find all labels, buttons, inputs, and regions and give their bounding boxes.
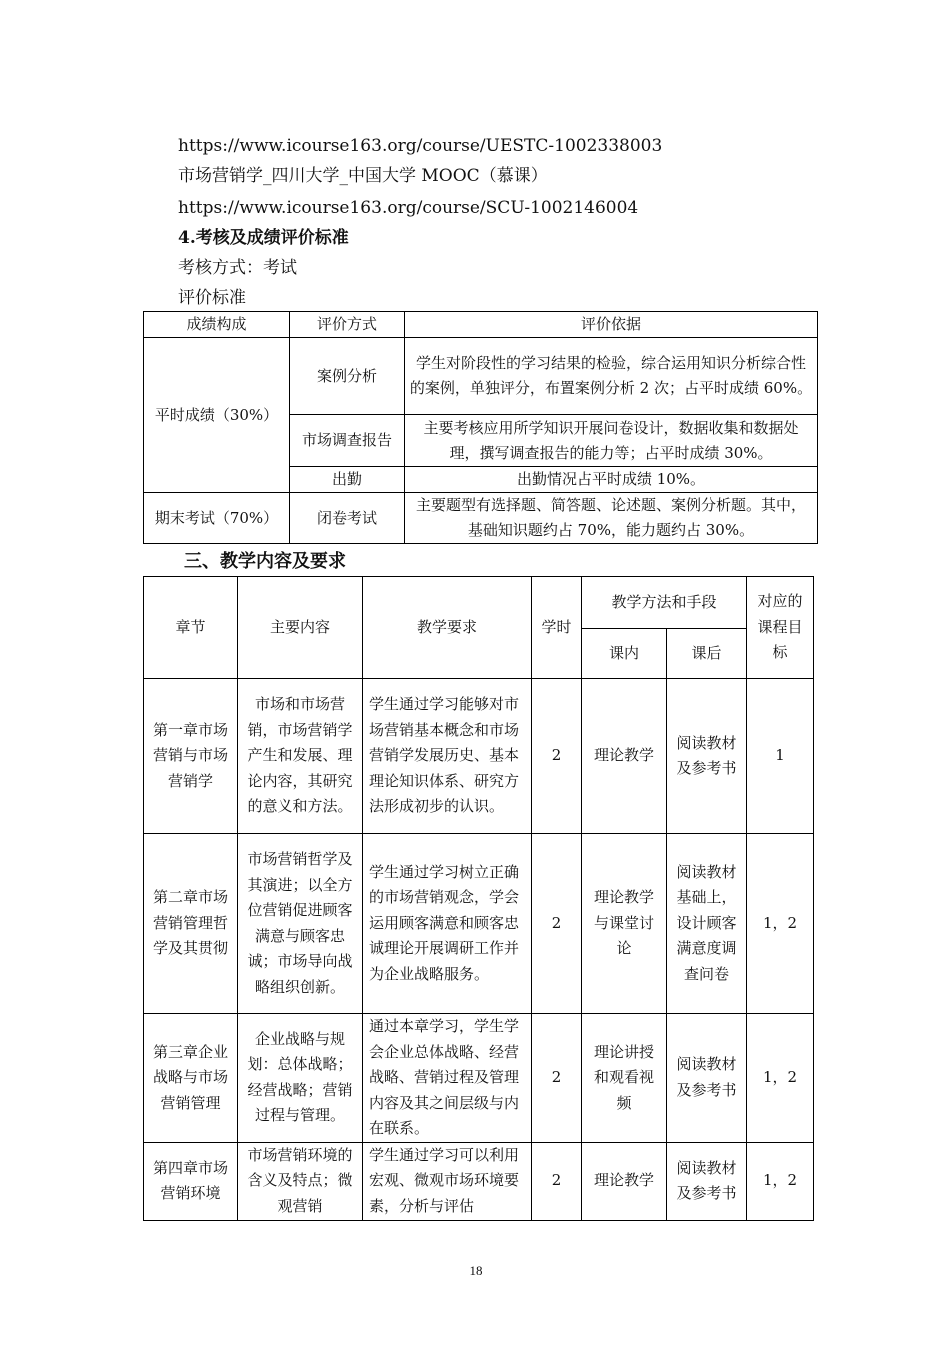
header-chapter: 章节 — [144, 577, 238, 679]
in-class-cell: 理论教学 — [582, 679, 667, 834]
basis-case: 学生对阶段性的学习结果的检验，综合运用知识分析综合性的案例，单独评分，布置案例分析 2 次；占平时成绩 60%。 — [405, 338, 818, 415]
table-row — [144, 834, 814, 1014]
hours-cell: 2 — [532, 1142, 582, 1220]
content-table — [143, 576, 814, 1221]
requirement-cell: 学生通过学习可以利用宏观、微观市场环境要素，分析与评估 — [363, 1142, 532, 1220]
course-url-2: https://www.icourse163.org/course/SCU-1002146004 — [178, 198, 639, 218]
goal-cell: 1 — [747, 679, 814, 834]
basis-attendance: 出勤情况占平时成绩 10%。 — [405, 467, 818, 493]
goal-cell: 1，2 — [747, 834, 814, 1014]
header-component: 成绩构成 — [144, 312, 290, 338]
in-class-cell: 理论教学 — [582, 1142, 667, 1220]
eval-standard-label: 评价标准 — [178, 288, 246, 308]
requirement-cell: 通过本章学习，学生学会企业总体战略、经营战略、营销过程及管理内容及其之间层级与内在联系。 — [363, 1014, 532, 1143]
table-row — [144, 1014, 814, 1143]
after-class-cell: 阅读教材及参考书 — [667, 679, 747, 834]
header-method: 评价方式 — [290, 312, 405, 338]
content-cell: 市场和市场营销，市场营销学产生和发展、理论内容，其研究的意义和方法。 — [238, 679, 363, 834]
header-requirement: 教学要求 — [363, 577, 532, 679]
basis-closed-exam: 主要题型有选择题、简答题、论述题、案例分析题。其中，基础知识题约占 70%，能力题约占 30%。 — [405, 493, 818, 544]
section-heading-4: 4.考核及成绩评价标准 — [178, 228, 349, 248]
exam-method: 考核方式：考试 — [178, 258, 297, 278]
in-class-cell: 理论讲授和观看视频 — [582, 1014, 667, 1143]
header-in-class: 课内 — [582, 629, 667, 679]
header-basis: 评价依据 — [405, 312, 818, 338]
method-case: 案例分析 — [290, 338, 405, 415]
hours-cell: 2 — [532, 1014, 582, 1143]
section-heading-3: 三、教学内容及要求 — [184, 551, 346, 572]
method-attendance: 出勤 — [290, 467, 405, 493]
requirement-cell: 学生通过学习能够对市场营销基本概念和市场营销学发展历史、基本理论知识体系、研究方法形成初步的认识。 — [363, 679, 532, 834]
goal-cell: 1，2 — [747, 1014, 814, 1143]
course-url-1: https://www.icourse163.org/course/UESTC-1002338003 — [178, 136, 663, 156]
chapter-cell: 第四章市场营销环境 — [144, 1142, 238, 1220]
content-cell: 市场营销环境的含义及特点；微观营销 — [238, 1142, 363, 1220]
after-class-cell: 阅读教材及参考书 — [667, 1014, 747, 1143]
component-regular: 平时成绩（30%） — [144, 338, 290, 493]
after-class-cell: 阅读教材基础上，设计顾客满意度调查问卷 — [667, 834, 747, 1014]
header-content: 主要内容 — [238, 577, 363, 679]
hours-cell: 2 — [532, 679, 582, 834]
table-row — [144, 679, 814, 834]
requirement-cell: 学生通过学习树立正确的市场营销观念，学会运用顾客满意和顾客忠诚理论开展调研工作并为企业战略服务。 — [363, 834, 532, 1014]
page-number: 18 — [469, 1263, 483, 1278]
method-closed-exam: 闭卷考试 — [290, 493, 405, 544]
chapter-cell: 第三章企业战略与市场营销管理 — [144, 1014, 238, 1143]
hours-cell: 2 — [532, 834, 582, 1014]
header-goal: 对应的课程目标 — [747, 577, 814, 679]
chapter-cell: 第一章市场营销与市场营销学 — [144, 679, 238, 834]
basis-survey: 主要考核应用所学知识开展问卷设计，数据收集和数据处理，撰写调查报告的能力等；占平时成绩 30%。 — [405, 415, 818, 467]
content-cell: 企业战略与规划：总体战略；经营战略；营销过程与管理。 — [238, 1014, 363, 1143]
component-final: 期末考试（70%） — [144, 493, 290, 544]
evaluation-table — [143, 311, 818, 544]
course-title-2: 市场营销学_四川大学_中国大学 MOOC（慕课） — [178, 166, 548, 186]
method-survey: 市场调查报告 — [290, 415, 405, 467]
header-after-class: 课后 — [667, 629, 747, 679]
table-row — [144, 1142, 814, 1220]
in-class-cell: 理论教学与课堂讨论 — [582, 834, 667, 1014]
content-cell: 市场营销哲学及其演进；以全方位营销促进顾客满意与顾客忠诚；市场导向战略组织创新。 — [238, 834, 363, 1014]
goal-cell: 1，2 — [747, 1142, 814, 1220]
after-class-cell: 阅读教材及参考书 — [667, 1142, 747, 1220]
header-methods: 教学方法和手段 — [582, 577, 747, 629]
chapter-cell: 第二章市场营销管理哲学及其贯彻 — [144, 834, 238, 1014]
header-hours: 学时 — [532, 577, 582, 679]
